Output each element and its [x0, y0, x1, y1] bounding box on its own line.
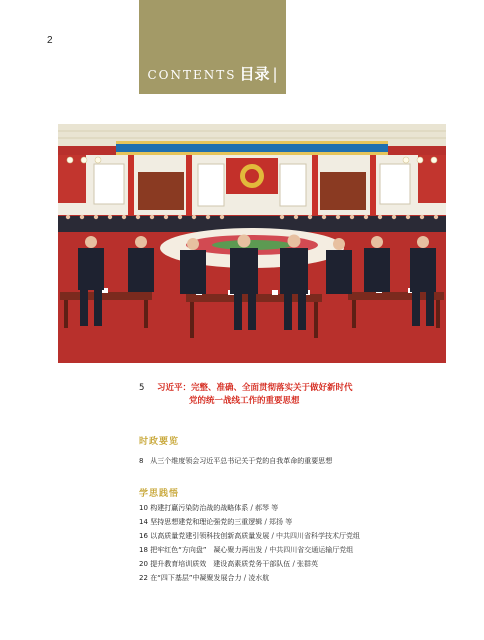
- toc-entry-author: / 郝琴 等: [248, 504, 279, 512]
- toc-entry-page: 18: [139, 546, 148, 554]
- contents-header: [139, 0, 286, 94]
- contents-title-bar: |: [272, 65, 278, 83]
- contents-title-en: CONTENTS: [147, 68, 237, 82]
- cover-photo-illustration: [58, 124, 446, 363]
- toc-entry-title: 在“四下基层”中凝聚发展合力: [150, 574, 242, 582]
- toc-entry-page: 10: [139, 504, 148, 512]
- toc-entry-title: 从三个维度领会习近平总书记关于党的自我革命的重要思想: [150, 457, 333, 465]
- toc-entry-author: / 中共四川省科学技术厅党组: [269, 532, 361, 540]
- toc-entry-title: 提升教育培训质效 建设高素质党务干部队伍: [150, 560, 291, 568]
- toc-entry-page: 8: [139, 457, 144, 465]
- toc-entry-page: 16: [139, 532, 148, 540]
- toc-entry-author: / 郑扬 等: [262, 518, 293, 526]
- toc-entry[interactable]: [139, 573, 269, 583]
- toc-entry[interactable]: [139, 531, 360, 541]
- toc-entry-author: / 张群英: [290, 560, 319, 568]
- toc-entry-title: 坚持思想建党和理论强党的三重逻辑: [150, 518, 263, 526]
- contents-title-cn: 目录: [239, 65, 270, 83]
- toc-entry[interactable]: [139, 503, 278, 513]
- toc-entry-author: / 凌水航: [241, 574, 270, 582]
- toc-entry[interactable]: [139, 559, 318, 569]
- toc-entry-page: 20: [139, 560, 148, 568]
- toc-entry-title: 以高质量党建引领科技创新高质量发展: [150, 532, 270, 540]
- toc-entry-page: 14: [139, 518, 148, 526]
- toc-entry-title: 构建打赢污染防治战的战略体系: [150, 504, 249, 512]
- toc-entry[interactable]: [139, 456, 332, 466]
- toc-entry[interactable]: [139, 545, 353, 555]
- toc-entry-title: 把牢红色“方向盘” 凝心聚力再出发: [150, 546, 263, 554]
- toc-lead-page: 5: [139, 383, 145, 393]
- toc-lead-title-line2: 党的统一战线工作的重要思想: [189, 396, 300, 406]
- toc-lead-title-line1: 习近平：完整、准确、全面贯彻落实关于做好新时代: [157, 383, 353, 393]
- toc-lead-entry[interactable]: [139, 382, 353, 408]
- section-heading-study-practice: 学思践悟: [139, 489, 180, 499]
- toc-entry-author: / 中共四川省交通运输厅党组: [262, 546, 354, 554]
- page-number: 2: [47, 35, 53, 46]
- toc-entry-page: 22: [139, 574, 148, 582]
- section-heading-current-affairs: 时政要览: [139, 437, 180, 447]
- contents-title: [147, 63, 277, 84]
- cover-photo: [58, 124, 446, 363]
- toc-entry[interactable]: [139, 517, 292, 527]
